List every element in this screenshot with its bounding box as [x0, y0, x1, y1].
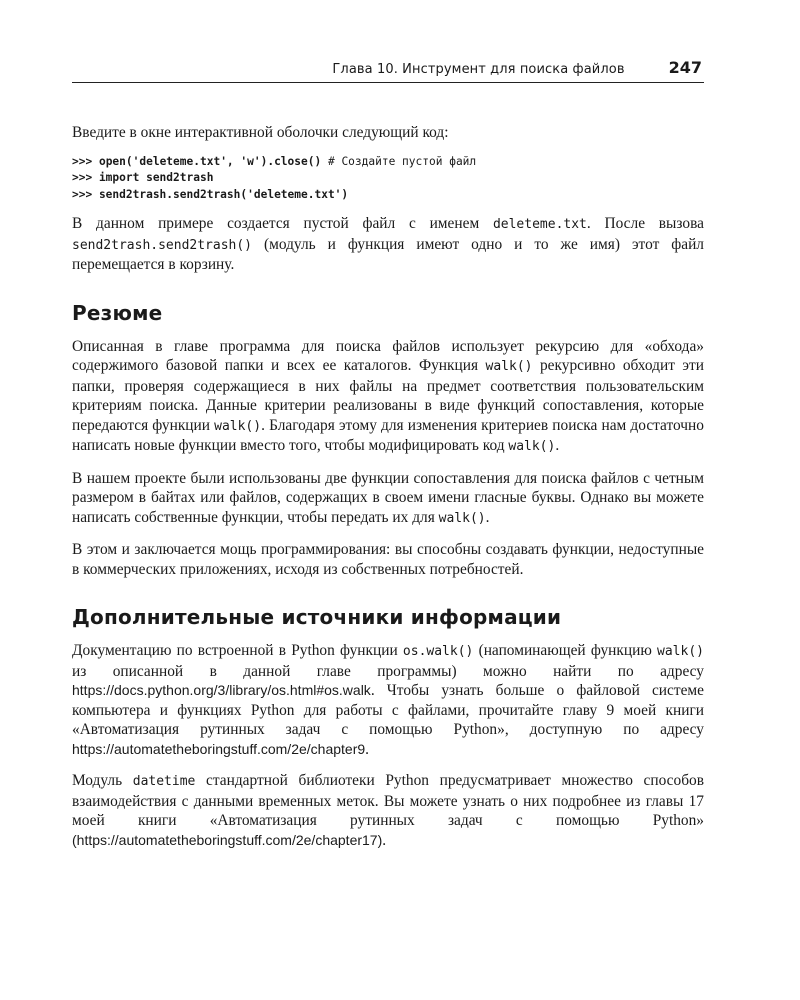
- inline-code: datetime: [132, 774, 196, 789]
- text-run: рекурсивно обходит эти папки, проверяя содержащиеся в них файлы на предмет соответствия пользовательским критериям поиска. Данные критерии реализованы в виде функций сопоставления, которые передаются функции: [72, 357, 704, 434]
- inline-code: walk(): [657, 644, 704, 659]
- text-run: В данном примере создается пустой файл с именем: [72, 215, 493, 232]
- book-page: [72, 58, 704, 850]
- text-run: .: [555, 437, 560, 454]
- text-run: (напоминающей функцию: [473, 642, 658, 659]
- chapter17-link[interactable]: (https://automatetheboringstuff.com/2e/chapter17): [72, 831, 383, 848]
- section-heading-summary: Резюме: [72, 300, 163, 325]
- summary-paragraph-2: [72, 469, 704, 529]
- inline-code: os.walk(): [402, 644, 474, 659]
- inline-code: walk(): [485, 359, 533, 374]
- more-info-paragraph-2: [72, 771, 704, 850]
- summary-paragraph-3: В этом и заключается мощь программирования: вы способны создавать функции, недоступные в коммерческих приложениях, исходя из собственных потребностей.: [72, 541, 704, 578]
- text-run: из описанной в данной главе программы) можно найти по адресу: [72, 662, 704, 680]
- text-run: . Чтобы узнать больше о файловой системе компьютера и функциях Python для работы с файлами, прочитайте главу 9 моей книги «Автоматизация рутинных задач с помощью Python», доступную по адресу: [72, 682, 704, 738]
- code-listing: [72, 154, 704, 204]
- code-line-2: >>> import send2trash: [72, 171, 214, 184]
- chapter9-link[interactable]: https://automatetheboringstuff.com/2e/chapter9: [72, 740, 366, 757]
- text-run: .: [382, 831, 387, 849]
- page-number: 247: [668, 58, 702, 77]
- code-statement: open('deleteme.txt', 'w').close(): [98, 154, 322, 168]
- code-explanation-paragraph: [72, 214, 704, 275]
- chapter-title: Глава 10. Инструмент для поиска файлов: [332, 62, 625, 77]
- code-line-3: >>> send2trash.send2trash('deleteme.txt'): [72, 187, 349, 201]
- running-header: [72, 58, 704, 83]
- text-run: (модуль и функция имеют одно и то же имя) этот файл перемещается в корзину.: [72, 235, 704, 273]
- text-run: В нашем проекте были использованы две функции сопоставления для поиска файлов с четным размером в байтах или файлов, содержащих в своем имени гласные буквы. Однако вы можете написать собственные функции, чтобы передать их для: [72, 469, 704, 526]
- code-line-1: [72, 155, 476, 168]
- inline-code: walk(): [214, 418, 262, 434]
- text-run: . Благодаря этому для изменения критериев поиска нам достаточно написать новые функции вместо того, чтобы модифицировать код: [72, 416, 704, 454]
- inline-code: deleteme.txt: [492, 217, 587, 232]
- code-prompt: >>>: [72, 154, 99, 168]
- os-walk-docs-link[interactable]: https://docs.python.org/3/library/os.html#os.walk: [72, 682, 371, 698]
- text-run: Документацию по встроенной в Python функции: [72, 642, 403, 659]
- text-run: Описанная в главе программа для поиска файлов использует рекурсию для «обхода» содержимого базовой папки и всех ее каталогов. Функция: [72, 337, 704, 374]
- text-run: Модуль: [72, 772, 133, 789]
- text-run: .: [365, 740, 370, 758]
- text-run: стандартной библиотеки Python предусматривает множество способов взаимодействия с данными временных меток. Вы можете узнать о них подробнее из главы 17 моей книги «Автоматизация рутинных задач с помощью Python»: [72, 772, 704, 829]
- intro-paragraph: Введите в окне интерактивной оболочки следующий код:: [72, 124, 449, 141]
- inline-code: walk(): [508, 439, 556, 454]
- text-run: .: [485, 508, 490, 526]
- summary-paragraph-1: [72, 337, 704, 457]
- code-comment: # Создайте пустой файл: [321, 154, 477, 168]
- inline-code: walk(): [438, 510, 486, 526]
- section-heading-more-info: Дополнительные источники информации: [72, 605, 562, 629]
- inline-code: send2trash.send2trash(): [72, 237, 253, 253]
- text-run: . После вызова: [586, 215, 704, 232]
- more-info-paragraph-1: [72, 641, 704, 759]
